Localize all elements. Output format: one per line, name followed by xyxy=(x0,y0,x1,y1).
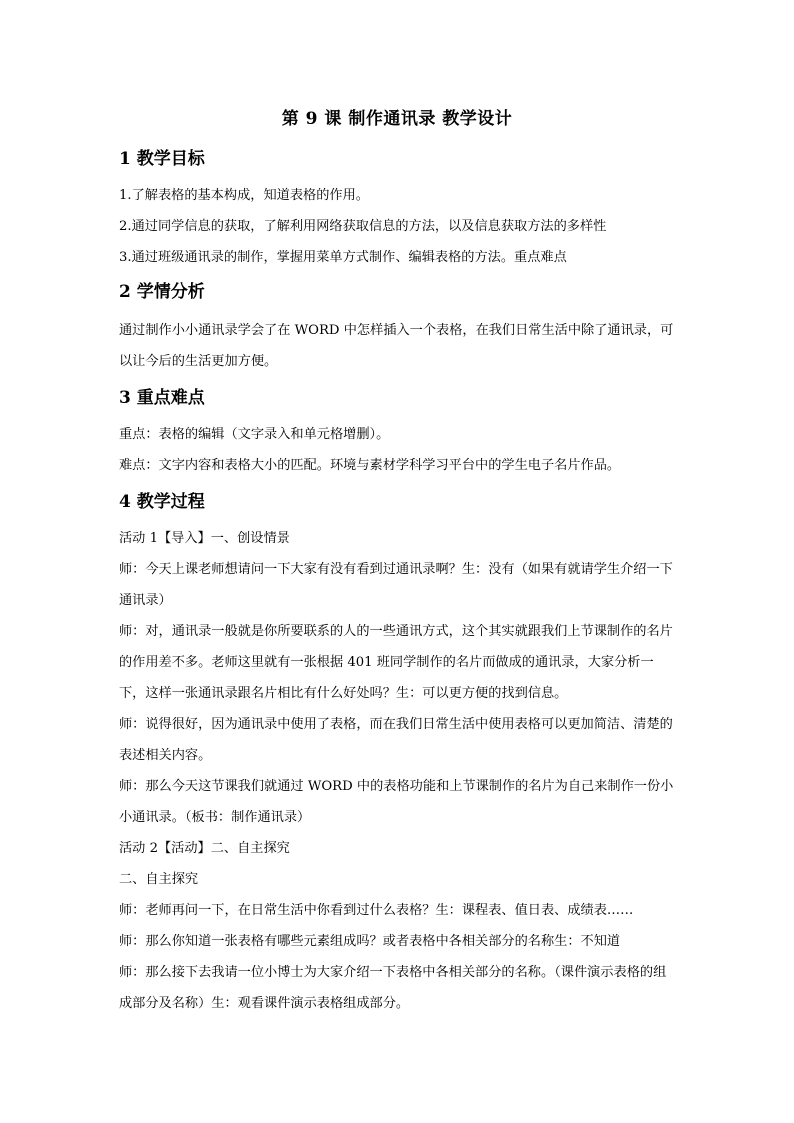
page-title: 第 9 课 制作通讯录 教学设计 xyxy=(281,109,513,129)
difficulty-paragraph: 难点：文字内容和表格大小的匹配。环境与素材学科学习平台中的学生电子名片作品。 xyxy=(119,458,621,473)
document-body xyxy=(119,146,675,1019)
key-point-paragraph: 重点：表格的编辑（文字录入和单元格增删）。 xyxy=(119,427,390,442)
process-paragraph: 师：那么你知道一张表格有哪些元素组成吗？或者表格中各相关部分的名称生：不知道 xyxy=(119,934,621,949)
subsection-heading: 二、自主探究 xyxy=(119,872,199,887)
objective-item-1: 1.了解表格的基本构成，知道表格的作用。 xyxy=(119,188,369,203)
activity-1-heading: 活动 1【导入】一、创设情景 xyxy=(119,531,290,546)
process-paragraph: 师：对，通讯录一般就是你所要联系的人的一些通讯方式，这个其实就跟我们上节课制作的名片的作用差不多。老师这里就有一张根据 401 班同学制作的名片而做成的通讯录，大家分析一下，这样一张通讯录跟名片相比有什么好处吗？生：可以更方便的找到信息。 xyxy=(119,624,673,701)
objective-item-3: 3.通过班级通讯录的制作，掌握用菜单方式制作、编辑表格的方法。重点难点 xyxy=(119,250,567,265)
section-heading-analysis: 2 学情分析 xyxy=(119,282,205,302)
process-paragraph: 师：今天上课老师想请问一下大家有没有看到过通讯录啊？生：没有（如果有就请学生介绍一下通讯录） xyxy=(119,562,673,608)
section-heading-process: 4 教学过程 xyxy=(119,492,205,512)
analysis-paragraph: 通过制作小小通讯录学会了在 WORD 中怎样插入一个表格，在我们日常生活中除了通讯录，可以让今后的生活更加方便。 xyxy=(119,323,674,369)
section-heading-objectives: 1 教学目标 xyxy=(119,149,205,169)
objective-item-2: 2.通过同学信息的获取，了解利用网络获取信息的方法，以及信息获取方法的多样性 xyxy=(119,219,607,234)
section-heading-key-points: 3 重点难点 xyxy=(119,388,205,408)
process-paragraph: 师：那么今天这节课我们就通过 WORD 中的表格功能和上节课制作的名片为自己来制作一份小小通讯录。（板书：制作通讯录） xyxy=(119,779,674,825)
process-paragraph: 师：说得很好，因为通讯录中使用了表格，而在我们日常生活中使用表格可以更加简洁、清楚的表述相关内容。 xyxy=(119,717,673,763)
activity-2-heading: 活动 2【活动】二、自主探究 xyxy=(119,841,290,856)
process-paragraph: 师：老师再问一下，在日常生活中你看到过什么表格？生：课程表、值日表、成绩表…… xyxy=(119,903,634,918)
process-paragraph: 师：那么接下去我请一位小博士为大家介绍一下表格中各相关部分的名称。（课件演示表格的组成部分及名称）生：观看课件演示表格组成部分。 xyxy=(119,965,667,1011)
